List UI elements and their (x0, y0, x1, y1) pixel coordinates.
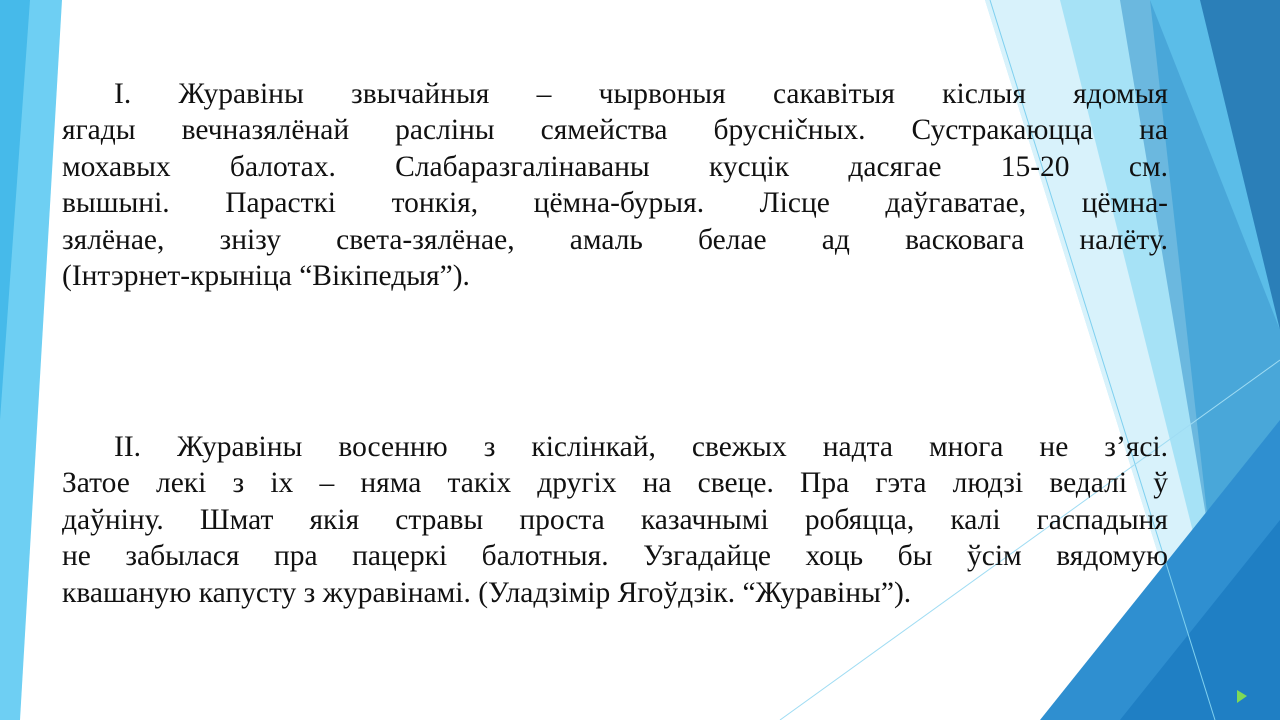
paragraph-line: II. Журавіны восенню з кіслінкай, свежых надта многа не з’ясі. (114, 431, 1168, 463)
paragraph-line: даўніну. Шмат якія стравы проста казачнымі робяцца, калі гаспадыня (62, 503, 1168, 536)
paragraph-line: Затое лекі з іх – няма такіх другіх на свеце. Пра гэта людзі ведалі ў (62, 467, 1168, 500)
paragraph-line: I. Журавіны звычайныя – чырвоныя сакавітыя кіслыя ядомыя (114, 78, 1168, 110)
paragraph-line: зялёнае, знізу света-зялёнае, амаль белае ад васковага налёту. (62, 223, 1168, 256)
paragraph-line: ягады вечназялёнай расліны сямейства брусніčных. Сустракаюцца на (62, 114, 1168, 147)
paragraph-2 (62, 429, 1168, 611)
paragraph-line: мохавых балотах. Слабаразгалінаваны кусцік дасягае 15-20 см. (62, 150, 1168, 183)
paragraph-1 (62, 76, 1168, 294)
paragraph-line: не забылася пра пацеркі балотныя. Узгадайце хоць бы ўсім вядомую (62, 540, 1168, 573)
paragraph-line: вышыні. Парасткі тонкія, цёмна-бурыя. Лісце даўгаватае, цёмна- (62, 187, 1168, 220)
paragraph-line: (Інтэрнет-крыніца “Вікіпедыя”). (62, 260, 470, 293)
paragraph-line: квашаную капусту з журавінамі. (Уладзімір Ягоўдзік. “Журавіны”). (62, 576, 912, 609)
